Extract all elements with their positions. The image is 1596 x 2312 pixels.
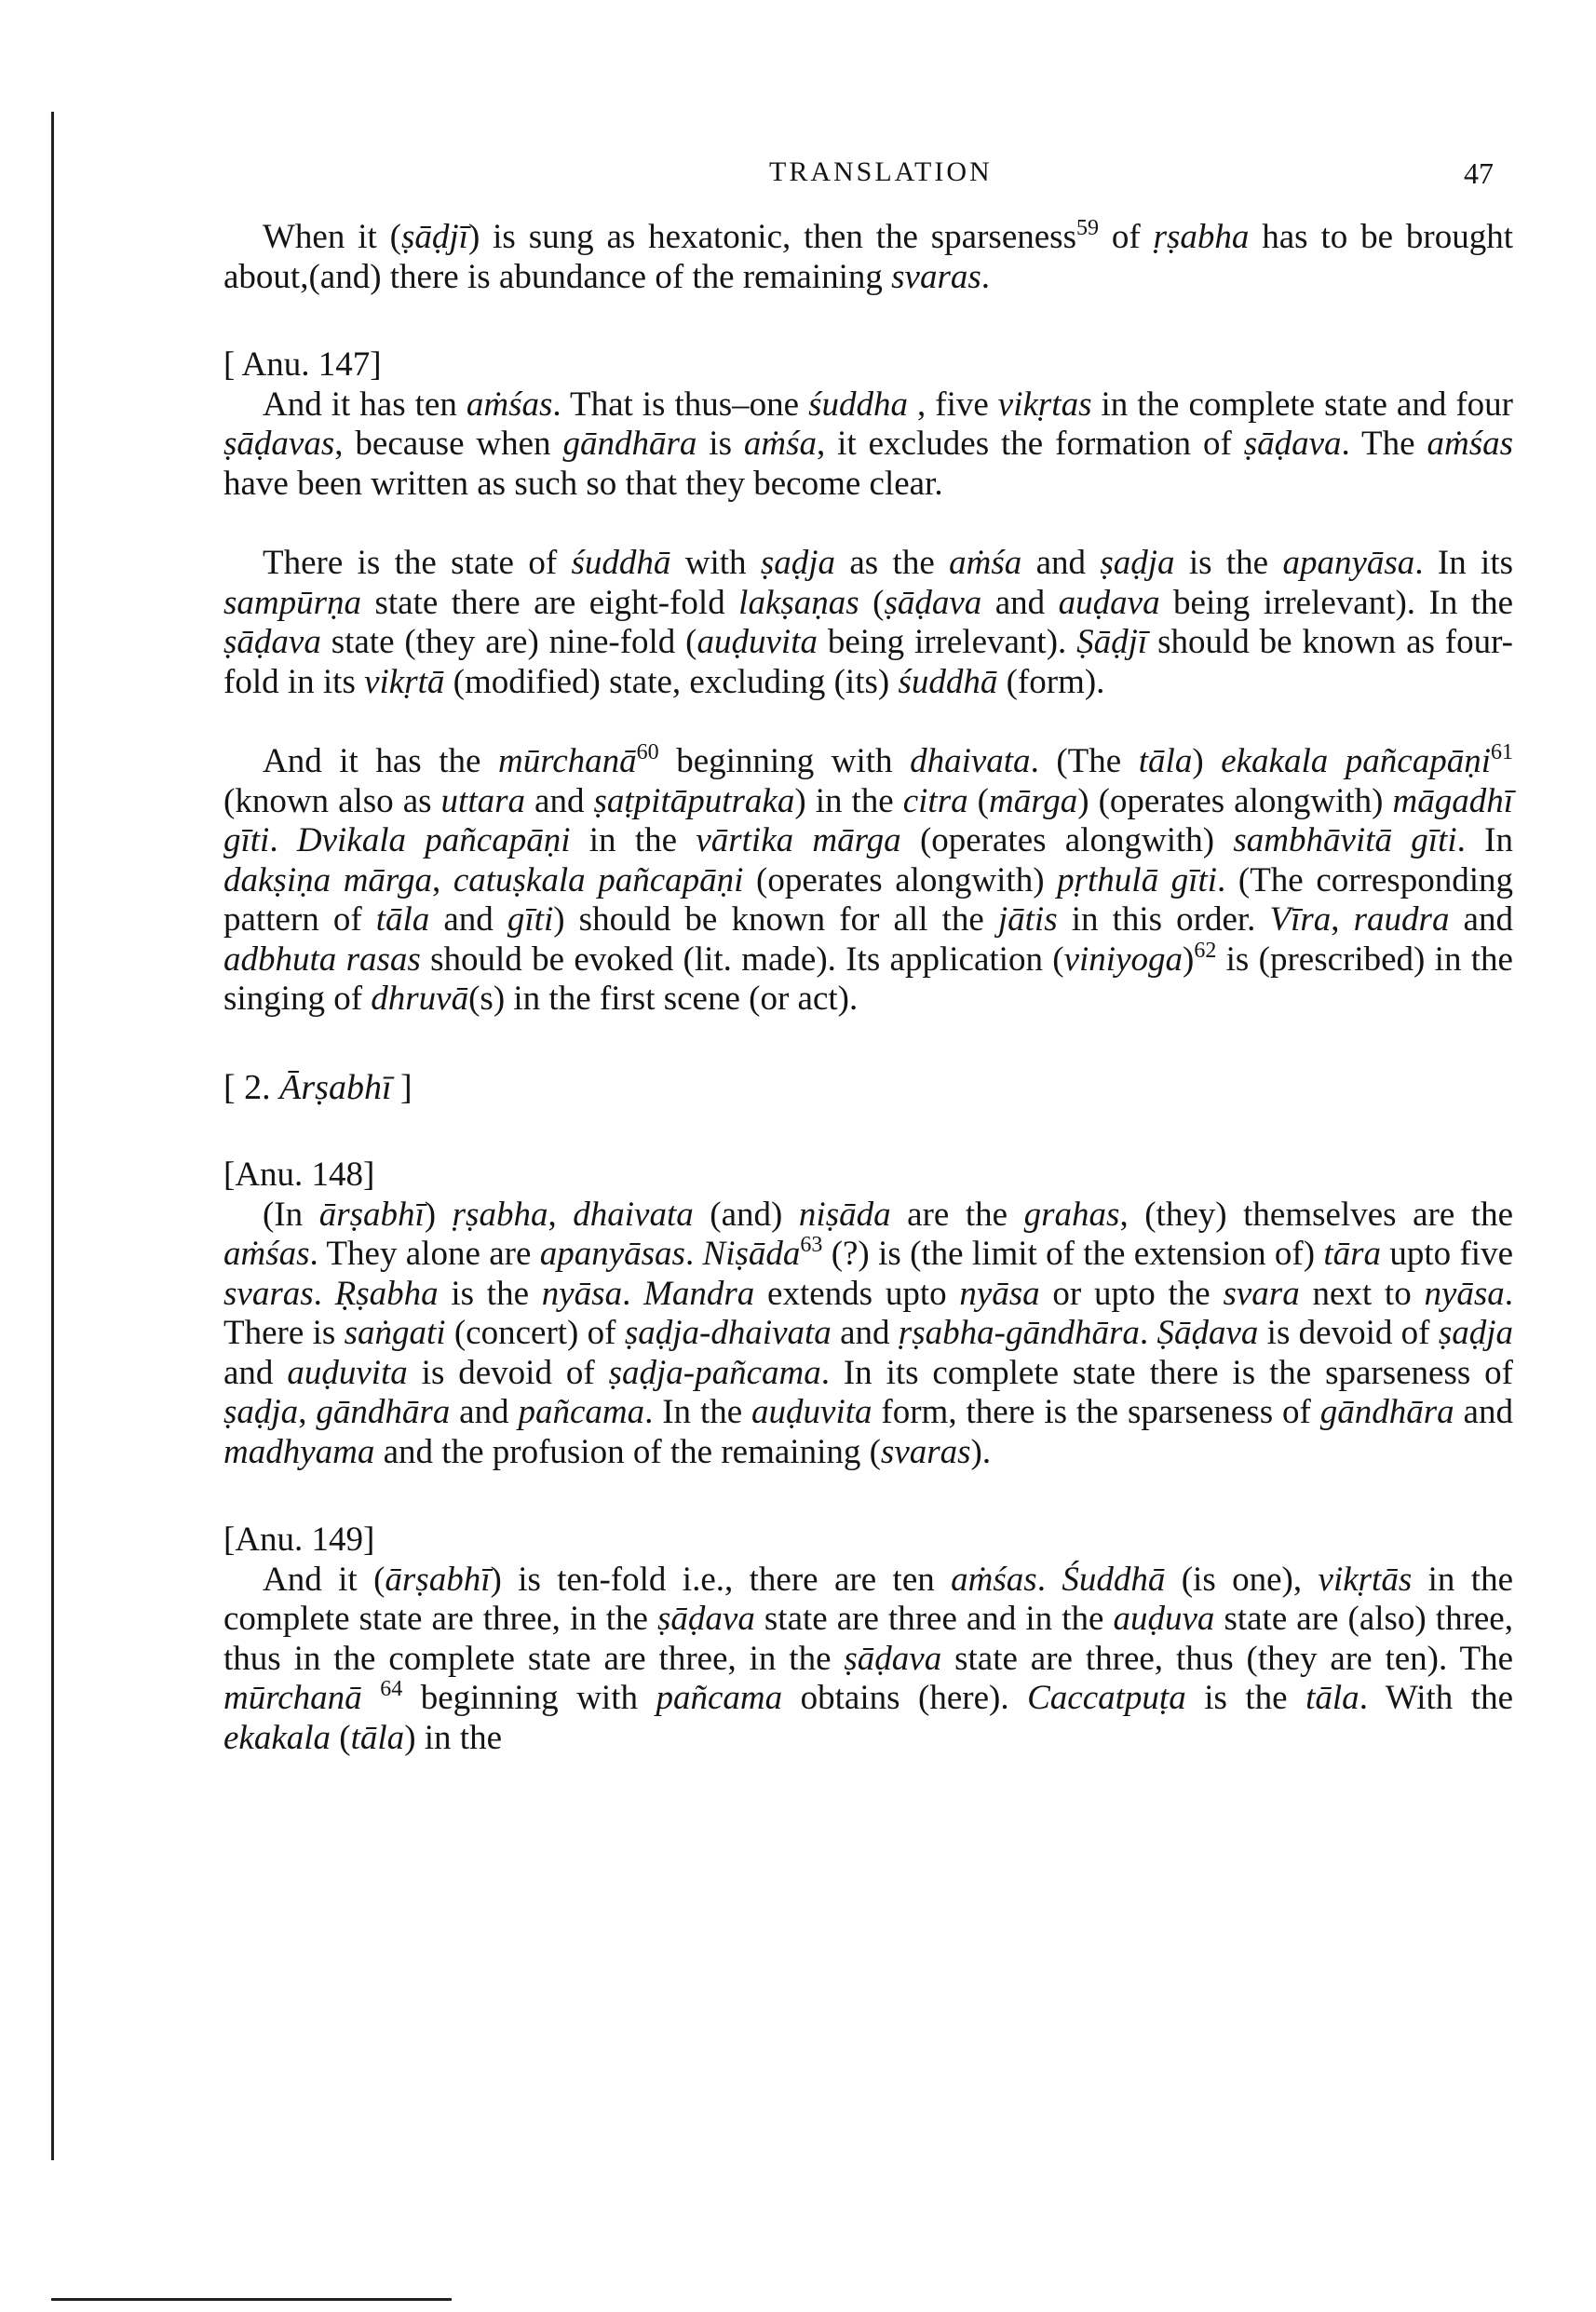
text-run: , (they) themselves are the (1119, 1195, 1513, 1234)
italic-term: auḍava (1058, 583, 1160, 622)
text-run: And it ( (263, 1560, 385, 1599)
italic-term: ārṣabhī (385, 1560, 491, 1599)
italic-term: aṁśa (949, 544, 1022, 582)
text-run: (operates alongwith) (743, 860, 1058, 899)
italic-term: vikṛtās (1318, 1560, 1413, 1599)
text-run: and (450, 1393, 519, 1431)
text-run: ( (967, 781, 989, 820)
footnote-ref: 62 (1194, 938, 1217, 963)
italic-term: pṛthulā gīti (1057, 860, 1218, 899)
italic-term: sampūrṇa (223, 583, 362, 622)
italic-term: tāla (350, 1718, 405, 1757)
italic-term: nyāsa (1424, 1274, 1505, 1313)
italic-term: catuṣkala pañcapāṇi (453, 860, 744, 899)
text-run: (is one), (1165, 1560, 1319, 1599)
text-run: and (525, 781, 594, 820)
italic-term: ṣāḍava (844, 1639, 942, 1678)
text-run: being irrelevant). (817, 623, 1077, 661)
text-run: state (they are) nine-fold ( (320, 623, 697, 661)
text-run: in the complete state are three, in the (223, 1560, 1514, 1638)
italic-term: vārtika mārga (696, 821, 901, 859)
body-text (223, 218, 1513, 1758)
text-run: are the (890, 1195, 1024, 1234)
text-run: ) is ten-fold i.e., there are ten (490, 1560, 952, 1599)
italic-term: ekakala (223, 1718, 331, 1757)
italic-term: svaras (223, 1274, 314, 1313)
italic-term: aṁśas (223, 1235, 310, 1273)
italic-term: ṣāḍava (1243, 425, 1342, 463)
footnote-ref: 60 (636, 740, 659, 764)
italic-term: Ārṣabhī (279, 1067, 392, 1107)
text-run: . That is thus–one (552, 385, 809, 424)
text-run: . The (1341, 425, 1427, 463)
italic-term: dhaivata (910, 742, 1031, 780)
text-run: and (429, 900, 507, 939)
text-run: ] (391, 1067, 413, 1107)
text-run: in the complete state and four (1091, 385, 1513, 424)
text-run: as the (835, 544, 950, 582)
italic-term: ṣaṭpitāputraka (593, 781, 795, 820)
italic-term: Śuddhā (1062, 1560, 1166, 1599)
text-run: , five (907, 385, 998, 424)
text-run: . (684, 1235, 703, 1273)
italic-term: Mandra (643, 1274, 755, 1313)
paragraph (223, 218, 1513, 297)
italic-term: svara (1223, 1274, 1300, 1313)
italic-term: vikṛtas (997, 385, 1092, 424)
section-heading-arsabhi (223, 1068, 1513, 1108)
text-run: And it has the (263, 742, 498, 780)
italic-term: auḍuvita (287, 1353, 408, 1392)
footnote-ref: 61 (1491, 740, 1513, 764)
anu-label-147: [ Anu. 147] (223, 345, 382, 384)
text-run: upto five (1381, 1235, 1514, 1273)
italic-term: tāla (375, 900, 430, 939)
text-run: and the profusion of the remaining ( (374, 1432, 881, 1471)
italic-term: adbhuta rasas (223, 940, 421, 979)
text-run: state are (also) three, thus in the complete state are three, in the (223, 1600, 1513, 1678)
italic-term: aṁśas (1427, 425, 1513, 463)
text-run: ( (859, 583, 885, 622)
italic-term: auḍuvita (751, 1393, 872, 1431)
text-run: ) (1192, 742, 1222, 780)
text-run: next to (1299, 1274, 1425, 1313)
italic-term: pañcama (518, 1393, 645, 1431)
italic-term: Ṣāḍava (1156, 1314, 1259, 1352)
italic-term: dhaivata (573, 1195, 694, 1234)
footnote-ref: 63 (800, 1233, 823, 1257)
italic-term: tāra (1323, 1235, 1382, 1273)
text-run: is the (438, 1274, 542, 1313)
text-run: and (831, 1314, 899, 1352)
page-number: 47 (1464, 156, 1494, 190)
text-run: And it has ten (263, 385, 467, 424)
italic-term: aṁśa (743, 425, 818, 463)
text-run: (and) (693, 1195, 799, 1234)
text-run: and (1449, 900, 1513, 939)
text-run: is the (1174, 544, 1283, 582)
text-run: . (622, 1274, 644, 1313)
text-run: and (1454, 1393, 1513, 1431)
text-run: (modified) state, excluding (its) (444, 662, 899, 701)
text-run: ) is sung as hexatonic, then the sparseness (467, 218, 1076, 256)
text-run: of (1098, 218, 1154, 256)
italic-term: gīti (507, 900, 554, 939)
text-run: , (1331, 900, 1354, 939)
italic-term: svaras (891, 257, 981, 296)
italic-term: ṣāḍava (884, 583, 982, 622)
text-run: . (981, 257, 990, 296)
italic-term: nyāsa (959, 1274, 1040, 1313)
text-run: is the (1185, 1679, 1306, 1717)
text-run: and (981, 583, 1059, 622)
text-run: ) (operates alongwith) (1077, 781, 1393, 820)
text-run: . (The corresponding pattern of (223, 860, 1513, 939)
italic-term: ṛṣabha (452, 1195, 548, 1234)
text-run: . In the (644, 1393, 752, 1431)
italic-term: ṣaḍja (1100, 544, 1175, 582)
text-run: . They alone are (309, 1235, 540, 1273)
italic-term: ṣaḍja (223, 1393, 299, 1431)
text-run: should be evoked (lit. made). Its application ( (420, 940, 1064, 979)
text-run: . (313, 1274, 335, 1313)
italic-term: tāla (1138, 742, 1193, 780)
text-run: . In its (1414, 544, 1513, 582)
italic-term: nyāsa (541, 1274, 623, 1313)
page-header (0, 156, 1596, 199)
text-run: , (548, 1195, 574, 1234)
italic-term: saṅgati (344, 1314, 446, 1352)
italic-term: apanyāsa (1282, 544, 1415, 582)
text-run: . In its complete state there is the sparseness of (820, 1353, 1513, 1392)
text-run: is devoid of (407, 1353, 609, 1392)
text-run: is (697, 425, 744, 463)
italic-term: śuddhā (571, 544, 671, 582)
italic-term: raudra (1353, 900, 1450, 939)
text-run: obtains (here). (782, 1679, 1028, 1717)
italic-term: dhruvā (371, 980, 469, 1018)
text-run: should be known as four-fold in its (223, 623, 1513, 701)
italic-term: lakṣaṇas (738, 583, 859, 622)
text-run: is devoid of (1258, 1314, 1439, 1352)
italic-term: ṣaḍja-pañcama (608, 1353, 821, 1392)
text-run: (?) is (the limit of the extension of) (822, 1235, 1324, 1273)
italic-term: mūrchanā (223, 1679, 362, 1717)
text-run: (form). (997, 662, 1105, 701)
anu-label-149: [Anu. 149] (223, 1521, 375, 1559)
text-run: ) in the (404, 1718, 502, 1757)
italic-term: sambhāvitā gīti (1233, 821, 1457, 859)
italic-term: niṣāda (798, 1195, 891, 1234)
text-run: and (1021, 544, 1101, 582)
text-run: in the (570, 821, 697, 859)
italic-term: dakṣiṇa mārga (223, 860, 432, 899)
italic-term: svaras (880, 1432, 971, 1471)
italic-term: Ṛṣabha (334, 1274, 439, 1313)
text-run: . There is (223, 1274, 1514, 1352)
text-run: state there are eight-fold (361, 583, 739, 622)
italic-term: ṛṣabha (1153, 218, 1250, 256)
italic-term: ṣāḍava (223, 623, 321, 661)
text-run: ) in the (794, 781, 903, 820)
italic-term: citra (902, 781, 968, 820)
italic-term: grahas (1023, 1195, 1120, 1234)
italic-term: aṁśas (951, 1560, 1037, 1599)
italic-term: jātis (997, 900, 1058, 939)
italic-term: gāndhāra (1319, 1393, 1454, 1431)
paragraph (223, 1561, 1513, 1759)
text-run: (s) in the first scene (or act). (468, 980, 859, 1018)
italic-term: ṣaḍja (1438, 1314, 1513, 1352)
italic-term: vikṛtā (364, 662, 445, 701)
italic-term: gāndhāra (316, 1393, 451, 1431)
text-run: . With the (1359, 1679, 1513, 1717)
paragraph (223, 1196, 1513, 1473)
text-run: form, there is the sparseness of (872, 1393, 1320, 1431)
italic-term: aṁśas (466, 385, 553, 424)
italic-term: Vīra (1269, 900, 1332, 939)
italic-term: ṣaḍja (760, 544, 836, 582)
text-run: beginning with (658, 742, 911, 780)
running-head: TRANSLATION (769, 156, 993, 187)
italic-term: pañcama (656, 1679, 783, 1717)
paragraph (223, 544, 1513, 702)
text-run: and (223, 1353, 288, 1392)
binding-edge-line (51, 112, 54, 2160)
text-run: . (1036, 1560, 1062, 1599)
text-run: ) (424, 1195, 453, 1234)
italic-term: auḍuva (1113, 1600, 1215, 1638)
text-run: (operates alongwith) (900, 821, 1234, 859)
italic-term: viniyoga (1063, 940, 1183, 979)
italic-term: ṛṣabha-gāndhāra (898, 1314, 1140, 1352)
italic-term: māgadhī gīti (223, 781, 1514, 859)
text-run: in this order. (1057, 900, 1270, 939)
text-run: , (298, 1393, 317, 1431)
text-run: (concert) of (445, 1314, 625, 1352)
paragraph (223, 385, 1513, 505)
text-run: ) should be known for all the (553, 900, 998, 939)
text-run (362, 1679, 381, 1717)
footnote-ref: 64 (380, 1677, 403, 1701)
text-run: have been written as such so that they become clear. (223, 464, 943, 503)
bottom-edge-line (51, 2298, 452, 2301)
italic-term: ārṣabhī (318, 1195, 425, 1234)
italic-term: apanyāsas (539, 1235, 685, 1273)
anu-label-148: [Anu. 148] (223, 1156, 375, 1194)
italic-term: madhyama (223, 1432, 375, 1471)
italic-term: ṣaḍja-dhaivata (624, 1314, 832, 1352)
text-run: being irrelevant). In the (1159, 583, 1513, 622)
text-run: , (431, 860, 453, 899)
text-run: is (prescribed) in the singing of (223, 940, 1513, 1018)
text-run: [ 2. (223, 1067, 280, 1107)
text-run: When it ( (263, 218, 401, 256)
text-run: with (670, 544, 761, 582)
paragraph (223, 742, 1513, 1020)
text-run: has to be brought about,(and) there is abundance of the remaining (223, 218, 1514, 296)
italic-term: tāla (1305, 1679, 1359, 1717)
text-run: . (1139, 1314, 1157, 1352)
text-run: There is the state of (263, 544, 572, 582)
italic-term: ṣāḍavas (223, 425, 335, 463)
italic-term: Dvikala pañcapāṇi (296, 821, 571, 859)
text-run: . In (1456, 821, 1513, 859)
text-run: ) (1183, 940, 1195, 979)
text-run: (In (263, 1195, 319, 1234)
text-run: state are three and in the (754, 1600, 1114, 1638)
text-run: extends upto (754, 1274, 960, 1313)
italic-term: gāndhāra (562, 425, 697, 463)
italic-term: auḍuvita (697, 623, 818, 661)
text-run: ). (970, 1432, 992, 1471)
text-run: . (269, 821, 297, 859)
italic-term: ṣāḍjī (400, 218, 468, 256)
italic-term: Niṣāda (702, 1235, 801, 1273)
italic-term: uttara (440, 781, 526, 820)
italic-term: śuddhā (898, 662, 998, 701)
italic-term: ṣāḍava (657, 1600, 755, 1638)
text-run: , because when (334, 425, 563, 463)
text-run: state are three, thus (they are ten). The (941, 1639, 1513, 1678)
italic-term: mārga (988, 781, 1078, 820)
italic-term: Caccatpuṭa (1027, 1679, 1186, 1717)
text-run: beginning with (402, 1679, 656, 1717)
text-run: or upto the (1039, 1274, 1224, 1313)
italic-term: mūrchanā (498, 742, 637, 780)
italic-term: ekakala pañcapāṇi (1221, 742, 1491, 780)
text-run: ( (331, 1718, 351, 1757)
footnote-ref: 59 (1075, 216, 1099, 240)
italic-term: śuddha (808, 385, 908, 424)
italic-term: Ṣāḍjī (1076, 623, 1148, 661)
text-run: (known also as (223, 781, 441, 820)
text-run: . (The (1030, 742, 1139, 780)
text-run: , it excludes the formation of (817, 425, 1244, 463)
